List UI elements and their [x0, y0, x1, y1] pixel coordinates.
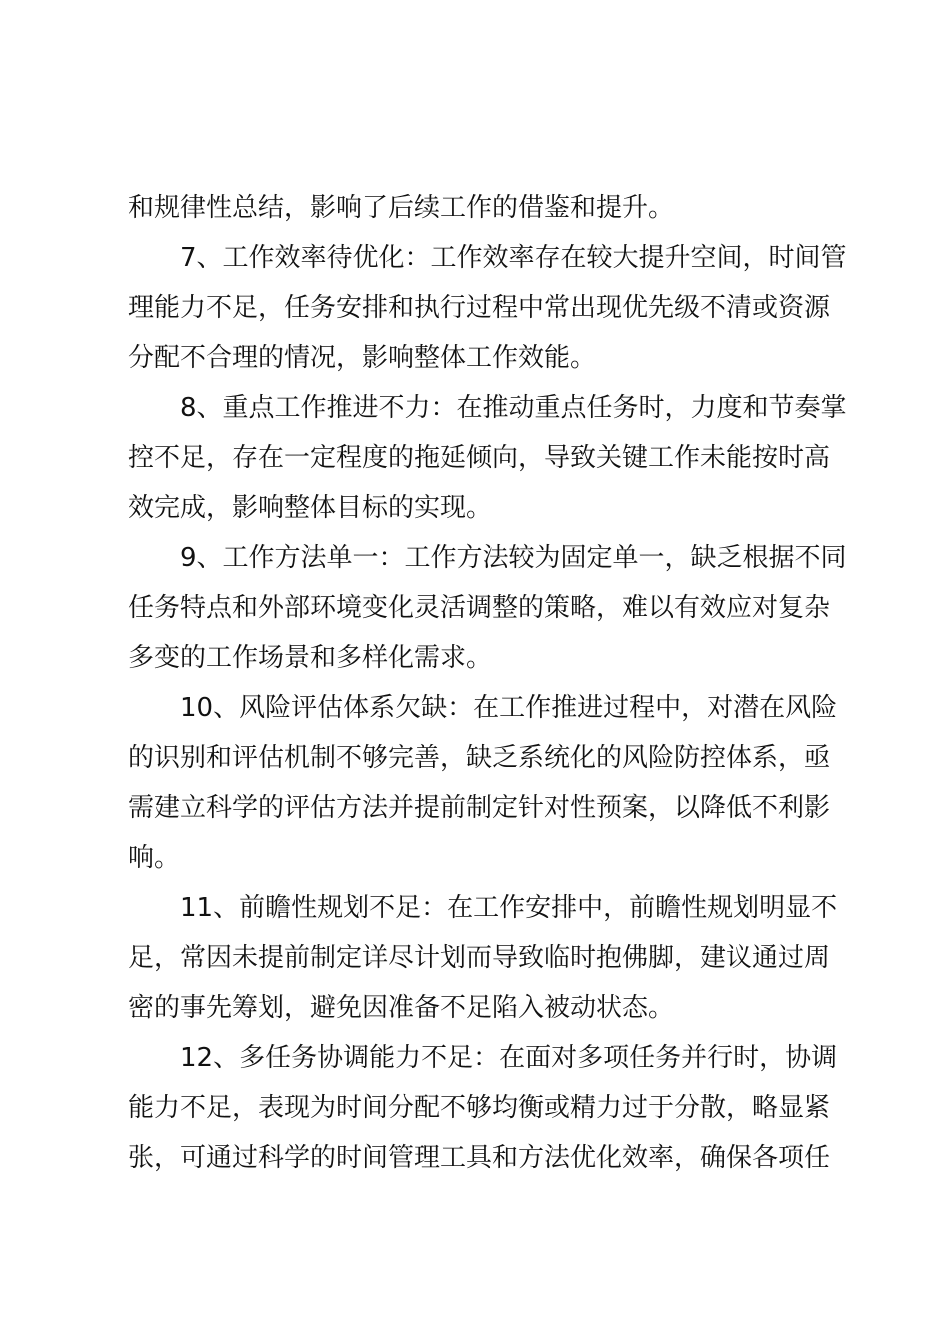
- item-7-text-line: 理能力不足，任务安排和执行过程中常出现优先级不清或资源: [128, 293, 831, 323]
- item-11-text-line: 密的事先筹划，避免因准备不足陷入被动状态。: [128, 993, 675, 1023]
- item-10-text-line: 的识别和评估机制不够完善，缺乏系统化的风险防控体系，亟: [128, 743, 831, 773]
- item-11-text-line: 足，常因未提前制定详尽计划而导致临时抱佛脚，建议通过周: [128, 943, 831, 973]
- item-12-heading-line: 12、多任务协调能力不足：在面对多项任务并行时，协调: [180, 1043, 838, 1073]
- item-7-text-line: 分配不合理的情况，影响整体工作效能。: [128, 343, 597, 373]
- item-11-heading-line: 11、前瞻性规划不足：在工作安排中，前瞻性规划明显不: [180, 893, 838, 923]
- item-9-text-line: 任务特点和外部环境变化灵活调整的策略，难以有效应对复杂: [128, 593, 831, 623]
- item-9-text-line: 多变的工作场景和多样化需求。: [128, 643, 493, 673]
- item-8-text-line: 效完成，影响整体目标的实现。: [128, 493, 493, 523]
- item-10-text-line: 需建立科学的评估方法并提前制定针对性预案，以降低不利影: [128, 793, 831, 823]
- item-10-text-line: 响。: [128, 843, 181, 873]
- item-12-text-line: 张，可通过科学的时间管理工具和方法优化效率，确保各项任: [128, 1143, 831, 1173]
- item-10-heading-line: 10、风险评估体系欠缺：在工作推进过程中，对潜在风险: [180, 693, 838, 723]
- text-line-continuation: 和规律性总结，影响了后续工作的借鉴和提升。: [128, 193, 675, 223]
- item-12-text-line: 能力不足，表现为时间分配不够均衡或精力过于分散，略显紧: [128, 1093, 831, 1123]
- item-8-text-line: 控不足，存在一定程度的拖延倾向，导致关键工作未能按时高: [128, 443, 831, 473]
- item-9-heading-line: 9、工作方法单一：工作方法较为固定单一，缺乏根据不同: [180, 543, 847, 573]
- item-7-heading-line: 7、工作效率待优化：工作效率存在较大提升空间，时间管: [180, 243, 847, 273]
- item-8-heading-line: 8、重点工作推进不力：在推动重点任务时，力度和节奏掌: [180, 393, 847, 423]
